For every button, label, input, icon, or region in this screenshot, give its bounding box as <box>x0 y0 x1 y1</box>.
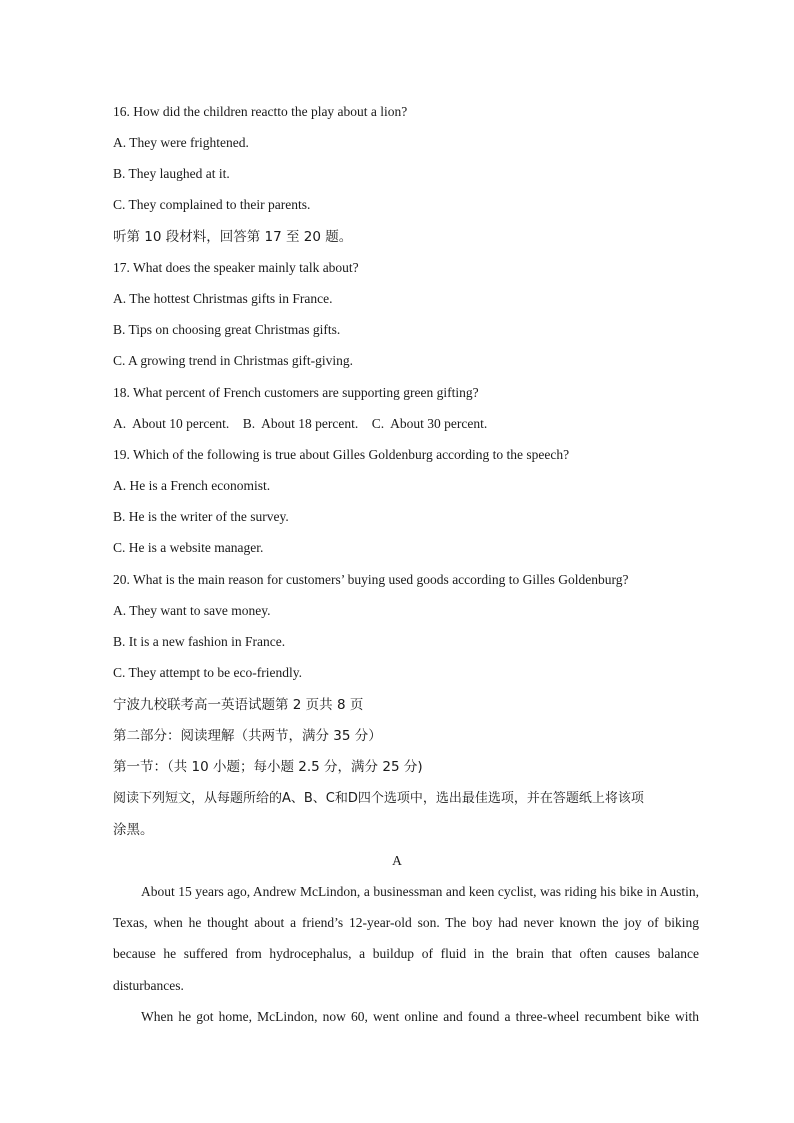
passage-paragraph-2: When he got home, McLindon, now 60, went online and found a three-wheel recumbent bike with <box>141 1009 699 1024</box>
section-1-heading: 第一节：（共 10 小题；每小题 2.5 分，满分 25 分) <box>113 759 423 775</box>
question-16-stem: 16. How did the children reactto the play about a lion? <box>113 104 408 119</box>
question-17-option-b: B. Tips on choosing great Christmas gifts. <box>113 322 341 337</box>
question-18-options: A. About 10 percent. B. About 18 percent. C. About 30 percent. <box>113 416 488 431</box>
part-2-heading: 第二部分：阅读理解（共两节，满分 35 分） <box>113 728 382 744</box>
question-20-option-a: A. They want to save money. <box>113 603 271 618</box>
reading-instruction-line-2: 涂黑。 <box>113 822 154 838</box>
passage-paragraph-1: About 15 years ago, Andrew McLindon, a businessman and keen cyclist, was riding his bike in Austin, Texas, when he thought about a friend’s 12-year-old son. The boy had never known the joy of biking because he suffered from hydrocephalus, a buildup of fluid in the brain that often causes balance disturbances. <box>113 884 699 993</box>
passage-label: A <box>392 853 402 868</box>
question-19-option-c: C. He is a website manager. <box>113 540 264 555</box>
page-footer: 宁波九校联考高一英语试题第 2 页共 8 页 <box>113 697 364 713</box>
question-20-stem: 20. What is the main reason for customers’ buying used goods according to Gilles Goldenburg? <box>113 572 629 587</box>
question-16-option-b: B. They laughed at it. <box>113 166 230 181</box>
question-18-stem: 18. What percent of French customers are supporting green gifting? <box>113 385 479 400</box>
question-19-option-a: A. He is a French economist. <box>113 478 271 493</box>
question-17-option-a: A. The hottest Christmas gifts in France. <box>113 291 333 306</box>
question-20-option-b: B. It is a new fashion in France. <box>113 634 286 649</box>
reading-instruction-line-1: 阅读下列短文，从每题所给的A、B、C和D四个选项中，选出最佳选项，并在答题纸上将该项 <box>113 791 644 806</box>
question-19-option-b: B. He is the writer of the survey. <box>113 509 289 524</box>
question-16-option-a: A. They were frightened. <box>113 135 249 150</box>
question-17-stem: 17. What does the speaker mainly talk about? <box>113 260 359 275</box>
question-20-option-c: C. They attempt to be eco-friendly. <box>113 665 302 680</box>
question-17-option-c: C. A growing trend in Christmas gift-giving. <box>113 353 353 368</box>
question-19-stem: 19. Which of the following is true about Gilles Goldenburg according to the speech? <box>113 447 570 462</box>
question-16-option-c: C. They complained to their parents. <box>113 197 311 212</box>
section-10-instruction: 听第 10 段材料，回答第 17 至 20 题。 <box>113 229 353 245</box>
